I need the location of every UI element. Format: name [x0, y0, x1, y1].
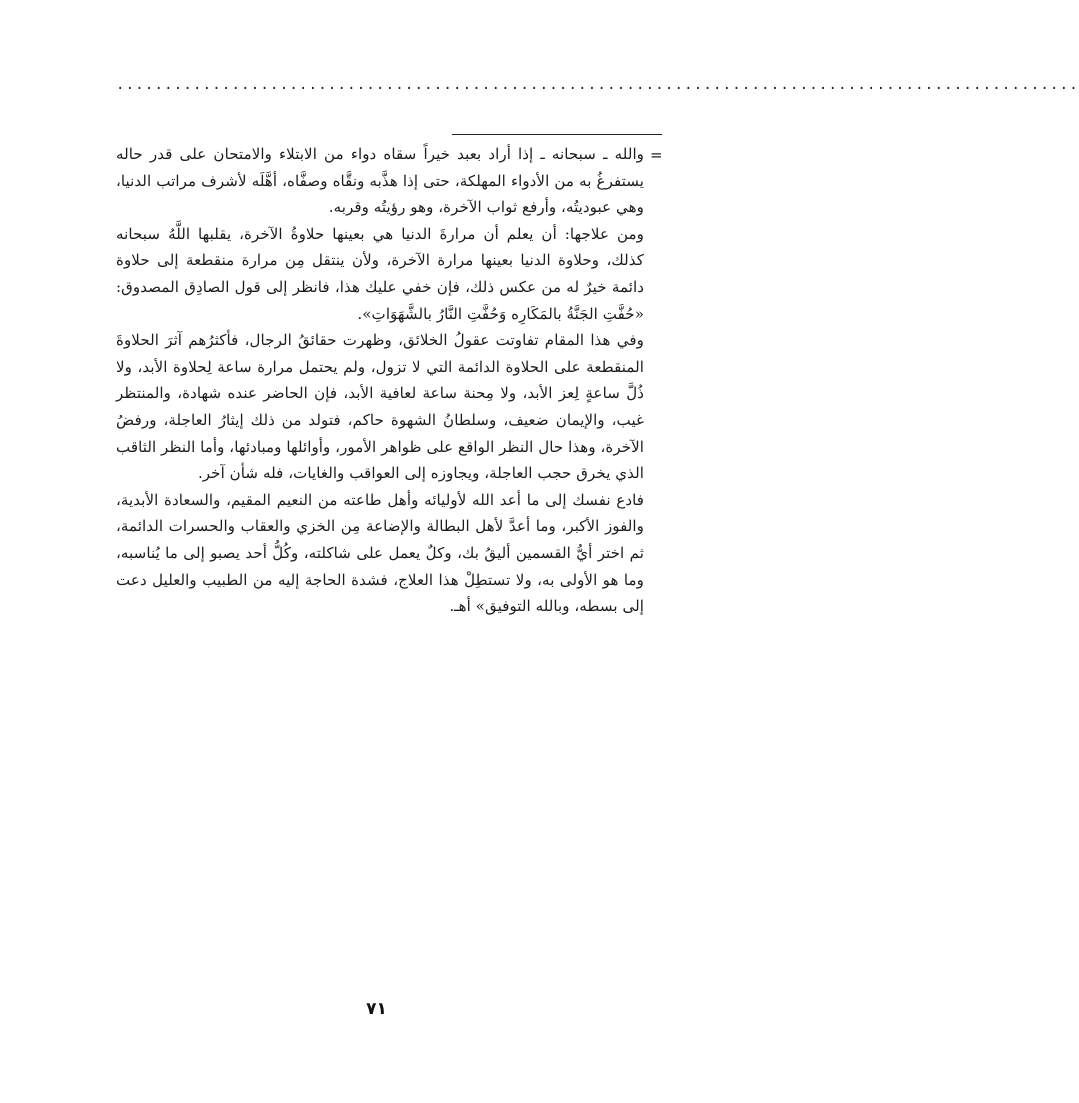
paragraph-2: ومن علاجها: أن يعلم أن مرارةَ الدنيا هي بعينها حلاوةُ الآخرة، يقلبها اللَّهُ سبحانه كذلك، وحلاوة الدنيا بعينها مرارة الآخرة، ولأن ينتقل مِن مرارة منقطعة إلى حلاوة دائمة خيرٌ له من عكس ذلك، فإن خفي عليك هذا، فانظر إلى قول الصادِق المصدوق: «حُفَّتِ الجَنَّةُ بالمَكَارِه وَحُفَّتِ النَّارُ بالشَّهَوَاتِ».: [116, 224, 644, 323]
footnote-text: [116, 141, 644, 620]
paragraph-1: والله ـ سبحانه ـ إذا أراد بعبد خيراً سقاه دواء من الابتلاء والامتحان على قدر حاله يستفرغُ به من الأدواء المهلكة، حتى إذا هذَّبه ونقَّاه وصفَّاه، أهَّلَه لأشرف مراتب الدنيا، وهي عبوديتُه، وأرفع ثواب الآخرة، وهو رؤيتُه وقربه.: [116, 145, 644, 217]
page-number: ٧١: [366, 999, 387, 1019]
paragraph-3: وفي هذا المقام تفاوتت عقولُ الخلائق، وظهرت حقائقُ الرجال، فأكثرُهم آثرَ الحلاوةَ المنقطعة على الحلاوة الدائمة التي لا تزول، ولم يحتمل مرارة ساعة لِحلاوة الأبد، ولا ذُلَّ ساعةٍ لِعز الأبد، ولا مِحنة ساعة لعافية الأبد، فإن الحاضر عنده شهادة، والمنتظر غيب، والإيمان ضعيف، وسلطانُ الشهوة حاكم، فتولد من ذلك إيثارُ العاجلة، ورفضُ الآخرة، وهذا حال النظر الواقع على ظواهر الأمور، وأوائلها ومبادئها، وأما النظر الثاقب الذي يخرق حجب العاجلة، ويجاوزه إلى العواقب والغايات، فله شأن آخر.: [116, 331, 644, 483]
continuation-marker: =: [650, 146, 663, 164]
footnote-rule: [452, 134, 662, 135]
separator-dots: ....................................................................................................: [116, 77, 1079, 93]
paragraph-4: فادع نفسك إلى ما أعد الله لأوليائه وأهل طاعته من النعيم المقيم، والسعادة الأبدية، والفوز الأكبر، وما أعدَّ لأهل البطالة والإضاعة مِن الخزي والعقاب والحسرات الدائمة، ثم اختر أيُّ القسمين أليقُ بك، وكلٌ يعمل على شاكلته، وكُلُّ أحد يصبو إلى ما يُناسبه، وما هو الأولى به، ولا تستطِلْ هذا العلاج، فشدة الحاجة إليه من الطبيب والعليل دعت إلى بسطه، وبالله التوفيق» أهـ.: [116, 490, 644, 616]
